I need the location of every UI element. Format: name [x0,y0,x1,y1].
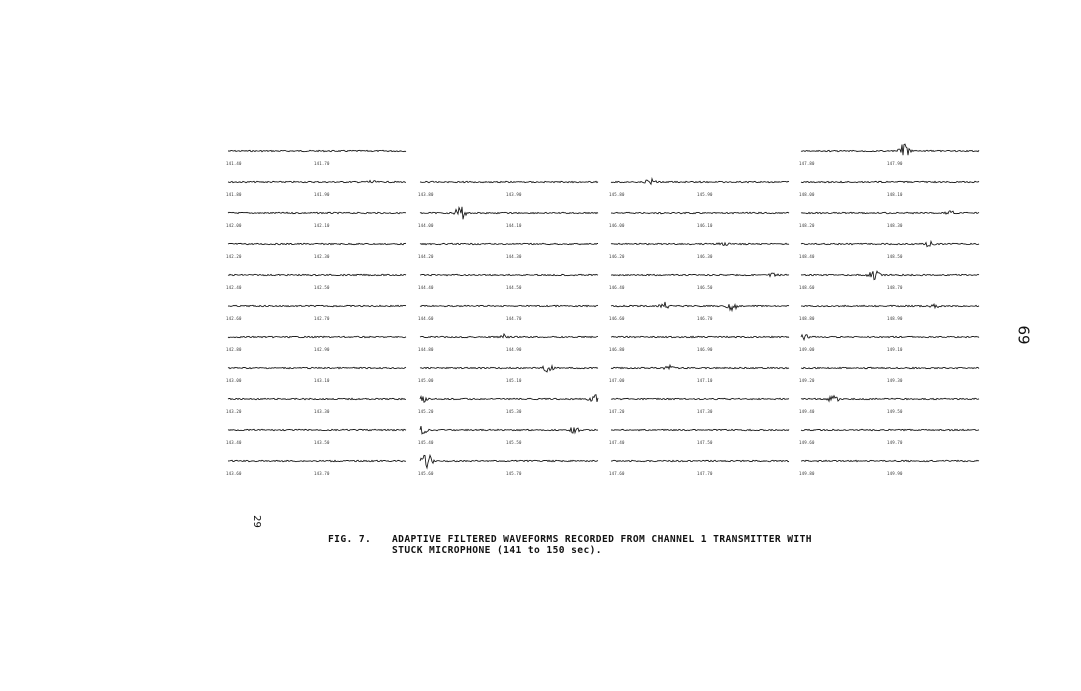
trace-time-label: 142.00 [226,223,242,228]
page-number-side: 69 [1014,325,1033,345]
waveform-trace [801,271,979,279]
trace-time-label: 147.00 [609,378,625,383]
trace-time-label: 148.60 [799,285,815,290]
trace-time-label: 144.30 [506,254,522,259]
trace-time-label: 144.90 [506,347,522,352]
waveform-trace [801,181,979,182]
waveform-trace [228,460,406,461]
waveform-trace [420,243,598,244]
trace-time-label: 143.40 [226,440,242,445]
trace-time-label: 146.50 [697,285,713,290]
waveform-trace [611,398,789,399]
waveform-trace [801,335,979,340]
trace-time-label: 147.30 [697,409,713,414]
trace-time-label: 146.80 [609,347,625,352]
trace-time-label: 141.90 [314,192,330,197]
trace-time-label: 145.60 [418,471,434,476]
trace-time-label: 143.60 [226,471,242,476]
waveform-trace [228,429,406,430]
waveform-trace [228,212,406,213]
trace-time-label: 141.70 [314,161,330,166]
waveform-trace [611,365,789,369]
trace-time-label: 142.40 [226,285,242,290]
trace-time-label: 143.50 [314,440,330,445]
trace-time-label: 144.80 [418,347,434,352]
waveform-trace [801,241,979,246]
trace-time-label: 148.70 [887,285,903,290]
caption-line-2: STUCK MICROPHONE (141 to 150 sec). [392,545,602,556]
trace-time-label: 144.70 [506,316,522,321]
trace-time-label: 142.10 [314,223,330,228]
trace-time-label: 146.40 [609,285,625,290]
trace-time-label: 147.10 [697,378,713,383]
waveform-trace [228,336,406,337]
waveform-trace [611,243,789,246]
trace-time-label: 148.90 [887,316,903,321]
trace-time-label: 145.40 [418,440,434,445]
trace-time-label: 143.20 [226,409,242,414]
trace-time-label: 146.60 [609,316,625,321]
trace-time-label: 144.50 [506,285,522,290]
waveform-trace [420,334,598,338]
trace-time-label: 147.80 [799,161,815,166]
trace-time-label: 142.70 [314,316,330,321]
trace-time-label: 148.20 [799,223,815,228]
waveform-trace [228,305,406,306]
trace-time-label: 145.00 [418,378,434,383]
trace-time-label: 145.10 [506,378,522,383]
trace-time-label: 142.50 [314,285,330,290]
trace-time-label: 149.40 [799,409,815,414]
trace-time-label: 148.50 [887,254,903,259]
trace-time-label: 149.50 [887,409,903,414]
trace-time-label: 143.90 [506,192,522,197]
trace-time-label: 143.80 [418,192,434,197]
waveform-trace [228,181,406,183]
waveform-trace [801,396,979,402]
trace-time-label: 142.30 [314,254,330,259]
trace-time-label: 146.00 [609,223,625,228]
waveform-trace [611,179,789,185]
waveform-trace [228,398,406,399]
trace-time-label: 149.20 [799,378,815,383]
trace-time-label: 142.80 [226,347,242,352]
trace-time-label: 149.30 [887,378,903,383]
trace-time-label: 149.60 [799,440,815,445]
trace-time-label: 143.30 [314,409,330,414]
trace-time-label: 141.40 [226,161,242,166]
waveform-trace [228,274,406,275]
trace-time-label: 147.40 [609,440,625,445]
trace-time-label: 142.60 [226,316,242,321]
trace-time-label: 144.20 [418,254,434,259]
trace-time-label: 143.70 [314,471,330,476]
trace-time-label: 144.60 [418,316,434,321]
waveform-trace [420,274,598,275]
waveform-trace [420,366,598,372]
waveform-trace [420,181,598,182]
trace-time-label: 146.90 [697,347,713,352]
waveform-trace [611,336,789,337]
trace-time-label: 143.00 [226,378,242,383]
waveform-trace [420,426,598,434]
trace-time-label: 148.40 [799,254,815,259]
trace-time-label: 147.60 [609,471,625,476]
page-number-inner: 29 [250,515,262,528]
trace-time-label: 147.90 [887,161,903,166]
trace-time-label: 147.50 [697,440,713,445]
trace-time-label: 145.30 [506,409,522,414]
trace-time-label: 146.70 [697,316,713,321]
waveform-trace [801,304,979,308]
waveform-trace [611,212,789,213]
waveform-trace [420,455,598,468]
trace-time-label: 148.80 [799,316,815,321]
trace-time-label: 145.50 [506,440,522,445]
trace-time-label: 142.90 [314,347,330,352]
caption-line-1: ADAPTIVE FILTERED WAVEFORMS RECORDED FROM CHANNEL 1 TRANSMITTER WITH [392,534,812,545]
trace-time-label: 148.30 [887,223,903,228]
trace-time-label: 149.90 [887,471,903,476]
trace-time-label: 145.20 [418,409,434,414]
trace-time-label: 143.10 [314,378,330,383]
trace-time-label: 146.20 [609,254,625,259]
waveform-trace [228,243,406,244]
waveform-trace [228,150,406,151]
trace-time-label: 145.70 [506,471,522,476]
trace-time-label: 146.10 [697,223,713,228]
trace-time-label: 144.40 [418,285,434,290]
waveform-trace [801,144,979,155]
trace-time-label: 141.80 [226,192,242,197]
waveform-trace [801,429,979,430]
waveform-trace [420,207,598,220]
trace-time-label: 149.00 [799,347,815,352]
waveform-trace [420,305,598,306]
trace-time-label: 149.80 [799,471,815,476]
trace-time-label: 149.70 [887,440,903,445]
figure-number: FIG. 7. [328,534,372,545]
trace-time-label: 144.00 [418,223,434,228]
trace-time-label: 149.10 [887,347,903,352]
waveform-trace [611,429,789,430]
trace-time-label: 147.20 [609,409,625,414]
waveform-trace [611,302,789,311]
trace-time-label: 148.10 [887,192,903,197]
trace-time-label: 145.90 [697,192,713,197]
waveform-trace [420,395,598,403]
waveform-trace [611,460,789,461]
trace-time-label: 147.70 [697,471,713,476]
waveform-trace [611,273,789,277]
figure-caption [328,534,812,556]
waveform-trace [801,211,979,214]
trace-time-label: 148.00 [799,192,815,197]
trace-time-label: 142.20 [226,254,242,259]
trace-time-label: 144.10 [506,223,522,228]
waveform-trace [801,460,979,461]
waveform-trace [228,367,406,368]
trace-time-label: 145.80 [609,192,625,197]
waveform-trace [801,367,979,368]
trace-time-label: 146.30 [697,254,713,259]
